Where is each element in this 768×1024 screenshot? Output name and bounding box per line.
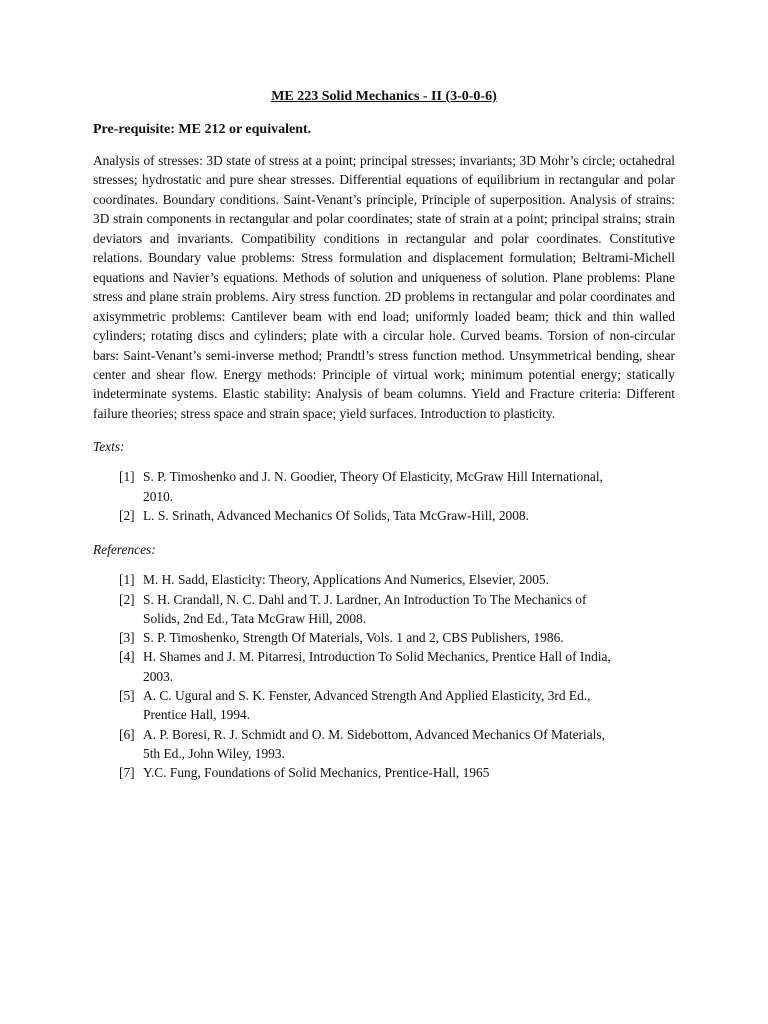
item-text: S. H. Crandall, N. C. Dahl and T. J. Lardner, An Introduction To The Mechanics of Solids, 2nd Ed., Tata McGraw Hill, 2008. [143, 591, 587, 626]
item-text: A. C. Ugural and S. K. Fenster, Advanced Strength And Applied Elasticity, 3rd Ed., Prentice Hall, 1994. [143, 688, 591, 723]
item-number: [5] [119, 688, 135, 704]
item-text: S. P. Timoshenko and J. N. Goodier, Theory Of Elasticity, McGraw Hill International, 2010. [143, 469, 603, 504]
item-text: Y.C. Fung, Foundations of Solid Mechanics, Prentice-Hall, 1965 [143, 765, 490, 781]
list-item [119, 590, 675, 629]
list-item [119, 686, 675, 725]
item-number: [7] [119, 765, 135, 781]
item-text: M. H. Sadd, Elasticity: Theory, Applications And Numerics, Elsevier, 2005. [143, 572, 549, 588]
item-number: [1] [119, 572, 135, 588]
item-number: [6] [119, 726, 135, 742]
list-item [119, 467, 675, 506]
item-text: L. S. Srinath, Advanced Mechanics Of Solids, Tata McGraw-Hill, 2008. [143, 507, 529, 523]
item-text: A. P. Boresi, R. J. Schmidt and O. M. Sidebottom, Advanced Mechanics Of Materials, 5th Ed., John Wiley, 1993. [143, 726, 605, 761]
syllabus-paragraph: Analysis of stresses: 3D state of stress at a point; principal stresses; invariants; 3D Mohr’s circle; octahedral stresses; hydrostatic and pure shear stresses. Differential equations of equilibrium in rectangular and polar coordinates. Boundary conditions. Saint-Venant’s principle, Principle of superposition. Analysis of strains: 3D strain components in rectangular and polar coordinates; state of strain at a point; principal strains; strain deviators and invariants. Compatibility conditions in rectangular and polar coordinates. Constitutive relations. Boundary value problems: Stress formulation and displacement formulation; Beltrami-Michell equations and Navier’s equations. Methods of solution and uniqueness of solution. Plane problems: Plane stress and plane strain problems. Airy stress function. 2D problems in rectangular and polar coordinates and axisymmetric problems: Cantilever beam with end load; uniformly loaded beam; thick and thin walled cylinders; rotating discs and cylinders; plate with a circular hole. Curved beams. Torsion of non-circular bars: Saint-Venant’s semi-inverse method; Prandtl’s stress function method. Unsymmetrical bending, shear center and shear flow. Energy methods: Principle of virtual work; minimum potential energy; statically indeterminate systems. Elastic stability: Analysis of beam columns. Yield and Fracture criteria: Different failure theories; stress space and strain space; yield surfaces. Introduction to plasticity. [93, 153, 675, 421]
texts-list [93, 467, 675, 525]
course-title: ME 223 Solid Mechanics - II (3-0-0-6) [271, 89, 497, 104]
item-number: [3] [119, 630, 135, 646]
list-item [119, 763, 675, 782]
prerequisite: Pre-requisite: ME 212 or equivalent. [93, 122, 312, 137]
item-number: [2] [119, 507, 135, 523]
document-page [93, 88, 675, 799]
references-heading: References: [93, 542, 156, 558]
list-item [119, 628, 675, 647]
texts-heading: Texts: [93, 439, 125, 455]
item-number: [2] [119, 591, 135, 607]
list-item [119, 725, 675, 764]
item-number: [4] [119, 649, 135, 665]
item-number: [1] [119, 469, 135, 485]
references-list [93, 570, 675, 782]
item-text: H. Shames and J. M. Pitarresi, Introduction To Solid Mechanics, Prentice Hall of India, 2003. [143, 649, 611, 684]
item-text: S. P. Timoshenko, Strength Of Materials, Vols. 1 and 2, CBS Publishers, 1986. [143, 630, 564, 646]
list-item [119, 570, 675, 589]
list-item [119, 647, 675, 686]
list-item [119, 506, 675, 525]
